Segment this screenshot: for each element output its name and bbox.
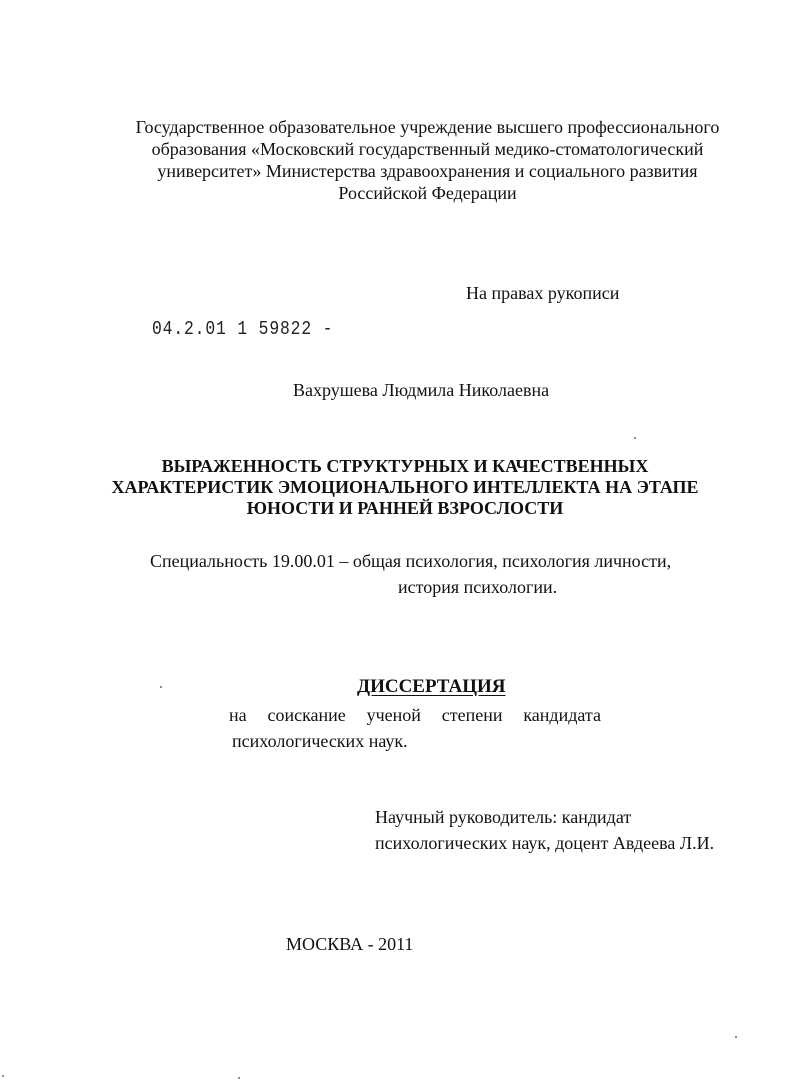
- title-line: ВЫРАЖЕННОСТЬ СТРУКТУРНЫХ И КАЧЕСТВЕННЫХ: [161, 456, 649, 476]
- title-line: ХАРАКТЕРИСТИК ЭМОЦИОНАЛЬНОГО ИНТЕЛЛЕКТА НА ЭТАПЕ: [111, 477, 699, 497]
- degree-line-2: психологических наук.: [232, 731, 408, 751]
- degree-word: ученой: [366, 705, 421, 725]
- scan-speck: [2, 1075, 4, 1077]
- supervisor-line-2: психологических наук, доцент Авдеева Л.И.: [375, 833, 715, 853]
- scan-speck: [160, 686, 162, 688]
- dissertation-title: [100, 456, 710, 519]
- institution-line: образования «Московский государственный медико-стоматологический: [151, 139, 704, 159]
- degree-word: кандидата: [523, 705, 601, 725]
- institution-block: [60, 116, 795, 204]
- city-year: МОСКВА - 2011: [286, 934, 414, 954]
- title-line: ЮНОСТИ И РАННЕЙ ВЗРОСЛОСТИ: [246, 498, 564, 518]
- scan-speck: [238, 1077, 240, 1079]
- supervisor-line-1: Научный руководитель: кандидат: [375, 807, 632, 827]
- scan-speck: [634, 437, 636, 439]
- degree-word: на: [229, 705, 247, 725]
- specialty-line-2: история психологии.: [398, 577, 558, 597]
- institution-line: Российской Федерации: [338, 183, 517, 203]
- degree-line-1: [229, 705, 601, 726]
- author-name: Вахрушева Людмила Николаевна: [293, 380, 550, 400]
- institution-line: Государственное образовательное учреждение высшего профессионального: [135, 117, 720, 137]
- registration-number: 04.2.01 1 59822 -: [152, 318, 334, 340]
- degree-word: соискание: [267, 705, 346, 725]
- institution-line: университет» Министерства здравоохранения и социального развития: [157, 161, 698, 181]
- specialty-line-1: Специальность 19.00.01 – общая психология, психология личности,: [150, 551, 672, 571]
- degree-word: степени: [441, 705, 503, 725]
- dissertation-heading: ДИССЕРТАЦИЯ: [357, 676, 506, 697]
- manuscript-rights-note: На правах рукописи: [466, 283, 620, 303]
- scan-speck: [735, 1036, 737, 1038]
